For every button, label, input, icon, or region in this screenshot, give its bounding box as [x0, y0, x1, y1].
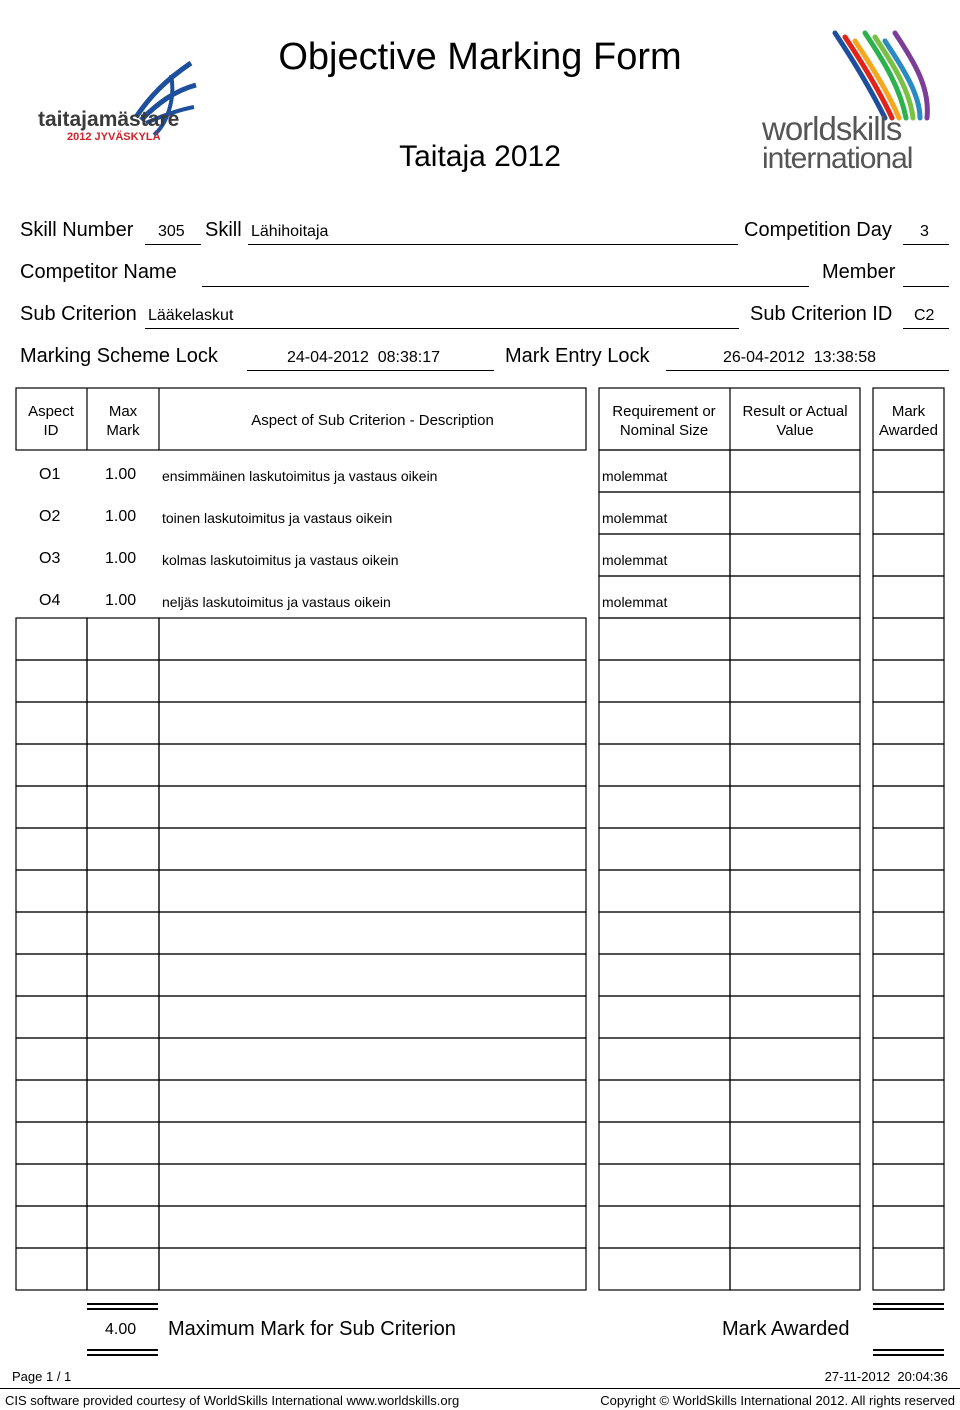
empty-description-cell: [159, 996, 586, 1038]
empty-description-cell: [159, 954, 586, 996]
aspect-description: neljäs laskutoimitus ja vastaus oikein: [162, 594, 391, 610]
awarded-cell: [873, 492, 944, 534]
requirement-cell: [599, 870, 730, 912]
result-cell: [730, 744, 860, 786]
aspect-description: kolmas laskutoimitus ja vastaus oikein: [162, 552, 399, 568]
requirement-cell: [599, 828, 730, 870]
marking-scheme-lock-label: Marking Scheme Lock: [20, 345, 218, 367]
empty-aspect-cell: [16, 870, 87, 912]
aspect-id: O3: [39, 550, 61, 567]
courtesy-text: CIS software provided courtesy of WorldSkills International www.worldskills.org: [5, 1393, 460, 1408]
skill-label: Skill: [205, 219, 242, 241]
empty-aspect-cell: [16, 912, 87, 954]
result-cell: [730, 786, 860, 828]
requirement-cell: [599, 660, 730, 702]
empty-aspect-cell: [16, 1122, 87, 1164]
requirement-cell: [599, 954, 730, 996]
sub-criterion-id-label: Sub Criterion ID: [750, 303, 893, 325]
result-cell: [730, 954, 860, 996]
requirement-cell: [599, 1248, 730, 1290]
empty-max-cell: [87, 1164, 159, 1206]
event-title: Taitaja 2012: [399, 140, 561, 173]
empty-aspect-cell: [16, 828, 87, 870]
aspect-description: ensimmäinen laskutoimitus ja vastaus oikein: [162, 468, 438, 484]
requirement-cell: [599, 744, 730, 786]
awarded-cell: [873, 828, 944, 870]
awarded-cell: [873, 450, 944, 492]
copyright-text: Copyright © WorldSkills International 2012. All rights reserved: [600, 1393, 955, 1408]
awarded-cell: [873, 1038, 944, 1080]
requirement-cell: [599, 786, 730, 828]
result-cell: [730, 1248, 860, 1290]
requirement-cell: [599, 1122, 730, 1164]
empty-max-cell: [87, 1038, 159, 1080]
form-title: Objective Marking Form: [278, 36, 682, 78]
empty-max-cell: [87, 786, 159, 828]
empty-max-cell: [87, 618, 159, 660]
result-cell: [730, 618, 860, 660]
requirement-value: molemmat: [602, 552, 668, 568]
empty-description-cell: [159, 1248, 586, 1290]
awarded-cell: [873, 1206, 944, 1248]
requirement-value: molemmat: [602, 510, 668, 526]
worldskills-logo-line1: worldskills: [762, 110, 902, 147]
requirement-cell: [599, 1206, 730, 1248]
header-max-mark: Max Mark: [106, 403, 140, 439]
aspect-id: O1: [39, 466, 61, 483]
max-mark: 1.00: [105, 592, 137, 609]
awarded-cell: [873, 996, 944, 1038]
empty-max-cell: [87, 870, 159, 912]
empty-max-cell: [87, 828, 159, 870]
result-cell: [730, 1038, 860, 1080]
marking-scheme-lock-value: 24-04-2012 08:38:17: [287, 349, 441, 366]
skill-value: Lähihoitaja: [251, 223, 329, 240]
result-cell: [730, 1164, 860, 1206]
empty-description-cell: [159, 1122, 586, 1164]
empty-description-cell: [159, 618, 586, 660]
max-total-label: Maximum Mark for Sub Criterion: [168, 1318, 456, 1340]
empty-description-cell: [159, 1080, 586, 1122]
awarded-cell: [873, 870, 944, 912]
empty-max-cell: [87, 660, 159, 702]
mark-awarded-label: Mark Awarded: [722, 1318, 850, 1340]
awarded-cell: [873, 1080, 944, 1122]
empty-aspect-cell: [16, 786, 87, 828]
result-cell: [730, 576, 860, 618]
empty-description-cell: [159, 660, 586, 702]
result-cell: [730, 1122, 860, 1164]
requirement-cell: [599, 1080, 730, 1122]
max-total-top-rule: [87, 1303, 158, 1310]
taitaja-logo-text: taitajamästare: [38, 108, 180, 131]
max-mark: 1.00: [105, 550, 137, 567]
empty-max-cell: [87, 996, 159, 1038]
mark-entry-lock-label: Mark Entry Lock: [505, 345, 650, 367]
empty-max-cell: [87, 1080, 159, 1122]
result-cell: [730, 492, 860, 534]
result-cell: [730, 1206, 860, 1248]
empty-description-cell: [159, 912, 586, 954]
empty-description-cell: [159, 1038, 586, 1080]
empty-aspect-cell: [16, 996, 87, 1038]
requirement-cell: [599, 1038, 730, 1080]
awarded-cell: [873, 702, 944, 744]
awarded-cell: [873, 1164, 944, 1206]
empty-aspect-cell: [16, 1080, 87, 1122]
awarded-cell: [873, 912, 944, 954]
member-label: Member: [822, 261, 896, 283]
empty-aspect-cell: [16, 702, 87, 744]
competition-day-value: 3: [920, 223, 929, 240]
awarded-cell: [873, 576, 944, 618]
awarded-cell: [873, 534, 944, 576]
empty-aspect-cell: [16, 1206, 87, 1248]
awarded-cell: [873, 618, 944, 660]
awarded-total-bottom-rule: [873, 1349, 944, 1356]
empty-max-cell: [87, 744, 159, 786]
skill-number-label: Skill Number: [20, 219, 134, 241]
requirement-value: molemmat: [602, 468, 668, 484]
requirement-cell: [599, 912, 730, 954]
awarded-cell: [873, 786, 944, 828]
footer-rule: [0, 1388, 960, 1389]
awarded-total-top-rule: [873, 1303, 944, 1310]
page-number: Page 1 / 1: [12, 1369, 72, 1384]
aspect-id: O4: [39, 592, 61, 609]
taitaja-logo-subtext: 2012 JYVÄSKYLÄ: [67, 131, 161, 143]
requirement-cell: [599, 996, 730, 1038]
empty-aspect-cell: [16, 1038, 87, 1080]
result-cell: [730, 1080, 860, 1122]
result-cell: [730, 828, 860, 870]
print-timestamp: 27-11-2012 20:04:36: [824, 1369, 948, 1384]
empty-aspect-cell: [16, 954, 87, 996]
aspect-description: toinen laskutoimitus ja vastaus oikein: [162, 510, 393, 526]
header-aspect-id: Aspect ID: [28, 403, 74, 439]
empty-description-cell: [159, 828, 586, 870]
competitor-name-label: Competitor Name: [20, 261, 177, 283]
empty-description-cell: [159, 786, 586, 828]
max-total-bottom-rule: [87, 1349, 158, 1356]
empty-max-cell: [87, 1248, 159, 1290]
max-total-value: 4.00: [105, 1321, 137, 1338]
awarded-cell: [873, 660, 944, 702]
requirement-cell: [599, 1164, 730, 1206]
awarded-cell: [873, 744, 944, 786]
max-mark: 1.00: [105, 466, 137, 483]
empty-max-cell: [87, 954, 159, 996]
awarded-cell: [873, 1122, 944, 1164]
competition-day-label: Competition Day: [744, 219, 892, 241]
result-cell: [730, 912, 860, 954]
sub-criterion-id-value: C2: [914, 307, 935, 324]
result-cell: [730, 870, 860, 912]
sub-criterion-label: Sub Criterion: [20, 303, 137, 325]
result-cell: [730, 450, 860, 492]
header-awarded: Mark Awarded: [879, 403, 938, 439]
empty-description-cell: [159, 702, 586, 744]
requirement-cell: [599, 618, 730, 660]
empty-description-cell: [159, 1164, 586, 1206]
empty-max-cell: [87, 1206, 159, 1248]
awarded-cell: [873, 954, 944, 996]
empty-description-cell: [159, 870, 586, 912]
empty-aspect-cell: [16, 744, 87, 786]
result-cell: [730, 534, 860, 576]
result-cell: [730, 660, 860, 702]
worldskills-logo-line2: international: [762, 142, 913, 175]
aspect-id: O2: [39, 508, 61, 525]
awarded-cell: [873, 1248, 944, 1290]
empty-aspect-cell: [16, 1248, 87, 1290]
skill-number-value: 305: [158, 223, 185, 240]
empty-max-cell: [87, 702, 159, 744]
result-cell: [730, 702, 860, 744]
result-cell: [730, 996, 860, 1038]
empty-max-cell: [87, 1122, 159, 1164]
empty-aspect-cell: [16, 1164, 87, 1206]
header-result: Result or Actual Value: [742, 403, 848, 439]
sub-criterion-value: Lääkelaskut: [148, 307, 234, 324]
header-description: Aspect of Sub Criterion - Description: [251, 412, 494, 429]
requirement-value: molemmat: [602, 594, 668, 610]
empty-aspect-cell: [16, 618, 87, 660]
empty-description-cell: [159, 744, 586, 786]
empty-aspect-cell: [16, 660, 87, 702]
requirement-cell: [599, 702, 730, 744]
header-requirement: Requirement or Nominal Size: [612, 403, 716, 439]
mark-entry-lock-value: 26-04-2012 13:38:58: [723, 349, 877, 366]
empty-description-cell: [159, 1206, 586, 1248]
empty-max-cell: [87, 912, 159, 954]
max-mark: 1.00: [105, 508, 137, 525]
